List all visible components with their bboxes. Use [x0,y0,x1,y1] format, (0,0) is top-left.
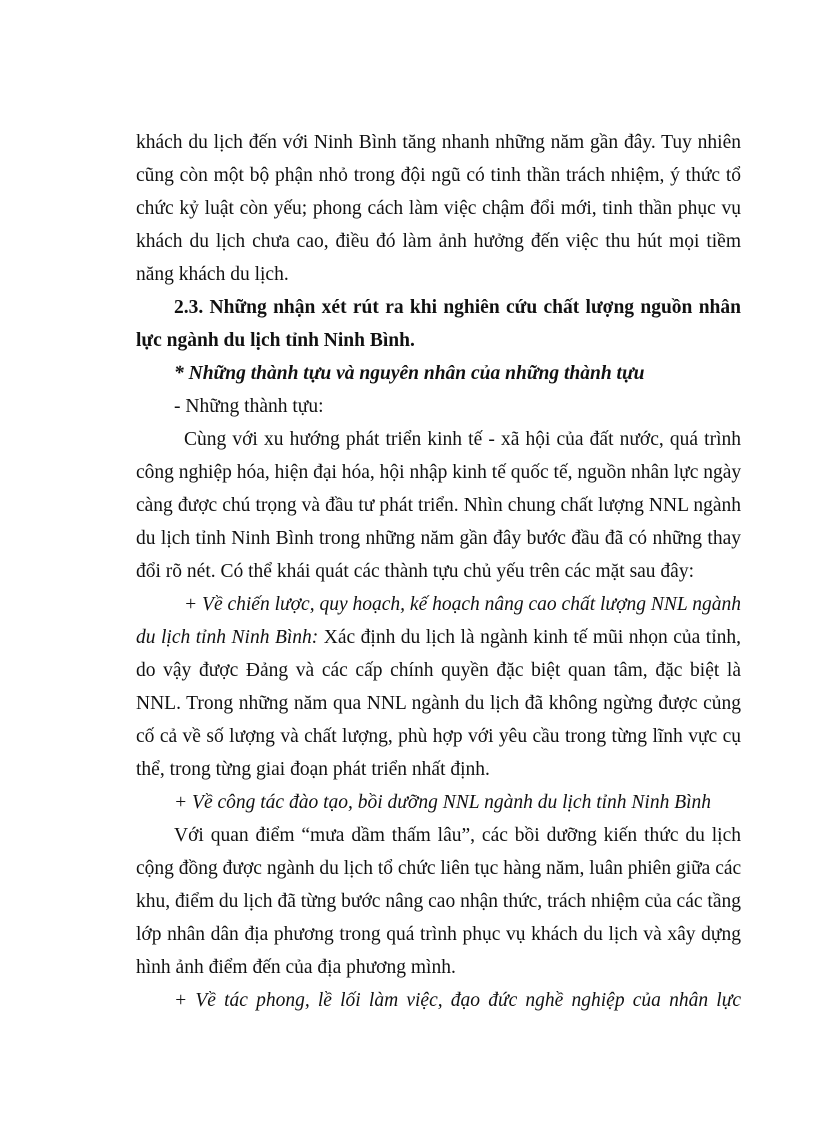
text-line: Với quan điểm “mưa dầm thấm lâu”, các bồi dưỡng kiến thức du lịch [174,825,741,846]
text-line: đổi rõ nét. Có thể khái quát các thành tựu chủ yếu trên các mặt sau đây: [136,561,695,582]
text-line: năng khách du lịch. [136,264,289,285]
text-line: do vậy được Đảng và các cấp chính quyền đặc biệt quan tâm, đặc biệt là [136,660,741,681]
list-label: - Những thành tựu: [174,396,324,417]
text-line: NNL. Trong những năm qua NNL ngành du lịch đã không ngừng được củng [136,693,741,714]
text-line: cộng đồng được ngành du lịch tổ chức liên tục hàng năm, luân phiên giữa các [136,858,742,879]
text-line: công nghiệp hóa, hiện đại hóa, hội nhập kinh tế quốc tế, nguồn nhân lực ngày [136,462,742,483]
text-line: lớp nhân dân địa phương trong quá trình phục vụ khách du lịch và xây dựng [136,924,741,945]
text-continuation: Xác định du lịch là ngành kinh tế mũi nhọn của tỉnh, [318,627,742,648]
text-line: càng được chú trọng và đầu tư phát triển. Nhìn chung chất lượng NNL ngành [136,495,741,516]
section-heading: 2.3. Những nhận xét rút ra khi nghiên cứu chất lượng nguồn nhân [174,297,741,318]
text-line: hình ảnh điểm đến của địa phương mình. [136,957,456,978]
subheading: * Những thành tựu và nguyên nhân của những thành tựu [174,363,645,384]
text-line: khu, điểm du lịch đã từng bước nâng cao nhận thức, trách nhiệm của các tầng [136,891,741,912]
italic-heading: + Về tác phong, lề lối làm việc, đạo đức nghề nghiệp của nhân lực [174,990,741,1011]
italic-heading: + Về chiến lược, quy hoạch, kế hoạch nâng cao chất lượng NNL ngành [184,594,741,615]
text-line: Cùng với xu hướng phát triển kinh tế - xã hội của đất nước, quá trình [184,429,741,450]
italic-heading: + Về công tác đào tạo, bồi dưỡng NNL ngành du lịch tỉnh Ninh Bình [174,792,712,813]
text-line: thể, trong từng giai đoạn phát triển nhất định. [136,759,490,780]
text-line: chức kỷ luật còn yếu; phong cách làm việc chậm đổi mới, tinh thần phục vụ [136,198,741,219]
text-line [136,623,741,653]
section-heading-cont: lực ngành du lịch tỉnh Ninh Bình. [136,330,415,351]
text-line: khách du lịch đến với Ninh Bình tăng nhanh những năm gần đây. Tuy nhiên [136,132,741,153]
text-line: cố cả về số lượng và chất lượng, phù hợp với yêu cầu trong từng lĩnh vực cụ [136,726,741,747]
text-line: cũng còn một bộ phận nhỏ trong đội ngũ có tinh thần trách nhiệm, ý thức tổ [136,165,741,186]
text-line: khách du lịch chưa cao, điều đó làm ảnh hưởng đến việc thu hút mọi tiềm [136,231,741,252]
italic-lead: du lịch tỉnh Ninh Bình: [136,627,319,648]
text-line: du lịch tỉnh Ninh Bình trong những năm gần đây bước đầu đã có những thay [136,528,741,549]
